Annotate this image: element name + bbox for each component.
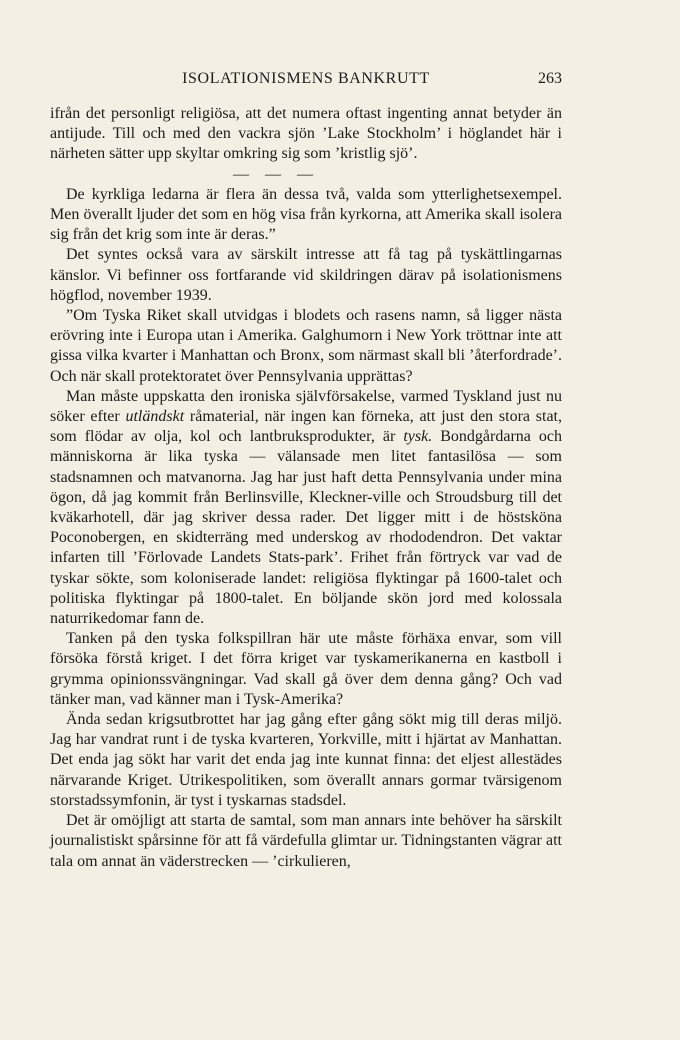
paragraph: Det är omöjligt att starta de samtal, som man annars inte behöver ha särskilt journalistiskt spårsinne för att få värdefulla glimtar ur. Tidningstanten vägrar att tala om annat än väderstrecken — ’cirkulieren, [50, 812, 562, 870]
paragraph-text: råmaterial, när ingen kan förneka, att just den stora stat, som flödar av olja, kol och lantbruksprodukter, är [50, 408, 562, 446]
paragraph-text: Man måste uppskatta den ironiska självförsakelse, varmed Tyskland just nu söker efter [50, 387, 562, 426]
paragraph-text: Bondgårdarna och människorna är lika tyska — välansade men litet fantasilösa — som stadsnamnen och matvanorna. Jag har just haft detta Pennsylvania under mina ögon, då jag kommit från Berlinsville, Kleckner-ville och Stroudsburg till det kväkarhotell, där jag skriver dessa rader. Det ligger mitt i de höstsköna Poconobergen, en skidterräng med underskog av rhododendron. Det vaktar infarten till ’Förlovade Landets Stats-park’. Frihet från förtryck var vad de tyskar sökte, som koloniserade landet: religiösa flyktingar på 1600-talet och politiska flyktingar på 1800-talet. En böljande skön jord med kolossala naturrikedomar fann de. [50, 428, 563, 628]
running-title: ISOLATIONISMENS BANKRUTT [182, 70, 430, 87]
page-header [50, 70, 562, 92]
body-text [50, 104, 562, 872]
paragraph: De kyrkliga ledarna är flera än dessa två, valda som ytterlighetsexempel. Men överallt ljuder det som en hög visa från kyrkorna, att Amerika skall isolera sig från det krig som inte är deras.” [50, 185, 562, 244]
paragraph: Det syntes också vara av särskilt intresse att få tag på tyskättlingarnas känslor. Vi befinner oss fortfarande vid skildringen därav på isolationismens högflod, november 1939. [50, 246, 562, 304]
paragraph [50, 387, 562, 629]
paragraph: Tanken på den tyska folkspillran här ute måste förhäxa envar, som vill försöka förstå kriget. I det förra kriget var tyskamerikanerna en kastboll i grymma opinionssvängningar. Vad skall gå över dem denna gång? Och vad tänker man, vad känner man i Tysk-Amerika? [50, 630, 562, 708]
paragraph: ifrån det personligt religiösa, att det numera oftast ingenting annat betyder än antijude. Till och med den vackra sjön ’Lake Stockholm’ i höglandet här i närheten sätter upp skyltar omkring sig som ’kristlig sjö’. [50, 105, 562, 163]
page-number: 263 [538, 70, 562, 87]
section-separator: — — — [233, 165, 319, 183]
italic-word: utländskt [125, 408, 185, 426]
paragraph: ”Om Tyska Riket skall utvidgas i blodets och rasens namn, så ligger nästa erövring inte i Europa utan i Amerika. Galghumorn i New York tröttnar inte att gissa vilka kvarter i Manhattan och Bronx, som närmast skall bli ’återfordrade’. Och när skall protektoratet över Pennsylvania upprättas? [50, 307, 562, 385]
paragraph: Ända sedan krigsutbrottet har jag gång efter gång sökt mig till deras miljö. Jag har vandrat runt i de tyska kvarteren, Yorkville, mitt i hjärtat av Manhattan. Det enda jag sökt har varit det enda jag inte kunnat finna: det eljest allestädes närvarande Kriget. Utrikespolitiken, som överallt annars gormar tvärsigenom storstadssymfonin, är tyst i tyskarnas stadsdel. [50, 711, 562, 809]
italic-word: tysk. [403, 428, 433, 446]
